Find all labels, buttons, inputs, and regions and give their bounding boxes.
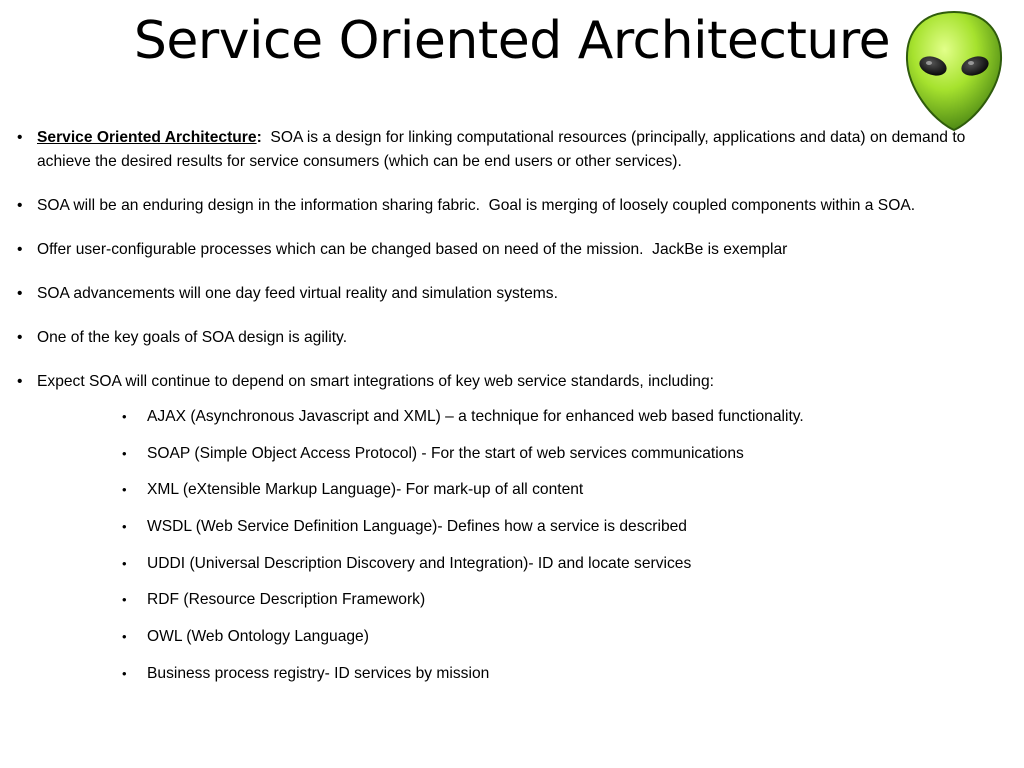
bullet-marker: • bbox=[17, 373, 23, 390]
bullet-marker: • bbox=[17, 129, 23, 146]
sub-bullet-xml bbox=[0, 478, 1024, 502]
sub-bullet-ajax bbox=[0, 405, 1024, 429]
sub-bullet-text: SOAP (Simple Object Access Protocol) - For the start of web services communications bbox=[147, 444, 744, 462]
bullet-agility bbox=[0, 326, 1024, 350]
bullet-standards bbox=[0, 370, 1024, 394]
alien-head-icon bbox=[902, 8, 1006, 134]
slide-title: Service Oriented Architecture bbox=[133, 11, 891, 71]
slide-body bbox=[0, 126, 1024, 699]
bullet-text: SOA is a design for linking computational resources (principally, applications and data) on demand to achieve the desired results for service consumers (which can be end users or other services). bbox=[37, 129, 970, 170]
bullet-marker: • bbox=[17, 241, 23, 258]
bullet-text: Offer user-configurable processes which can be changed based on need of the mission. JackBe is exemplar bbox=[37, 241, 788, 258]
bullet-text: SOA will be an enduring design in the information sharing fabric. Goal is merging of loosely coupled components within a SOA. bbox=[37, 197, 916, 214]
sub-bullet-marker: • bbox=[122, 445, 127, 461]
bullet-marker: • bbox=[17, 197, 23, 214]
bullet-text: Expect SOA will continue to depend on smart integrations of key web service standards, including: bbox=[37, 373, 714, 390]
sub-bullet-text: XML (eXtensible Markup Language)- For mark-up of all content bbox=[147, 481, 584, 499]
sub-bullet-marker: • bbox=[122, 482, 127, 498]
sub-bullet-owl bbox=[0, 625, 1024, 649]
sub-bullet-text: WSDL (Web Service Definition Language)- Defines how a service is described bbox=[147, 518, 687, 536]
bullet-soa-definition bbox=[0, 126, 1024, 174]
sub-bullet-marker: • bbox=[122, 629, 127, 645]
sub-bullet-text: AJAX (Asynchronous Javascript and XML) – a technique for enhanced web based functionality. bbox=[147, 408, 804, 425]
sub-bullet-marker: • bbox=[122, 555, 127, 571]
bullet-marker: • bbox=[17, 285, 23, 302]
sub-bullet-marker: • bbox=[122, 592, 127, 608]
sub-bullet-soap bbox=[0, 442, 1024, 466]
bullet-lead-colon: : bbox=[256, 129, 262, 146]
sub-bullet-text: RDF (Resource Description Framework) bbox=[147, 591, 426, 609]
bullet-enduring-design bbox=[0, 194, 1024, 218]
sub-bullet-rdf bbox=[0, 588, 1024, 612]
sub-bullet-text: UDDI (Universal Description Discovery and Integration)- ID and locate services bbox=[147, 554, 692, 572]
sub-bullet-wsdl bbox=[0, 515, 1024, 539]
standards-sub-list bbox=[0, 405, 1024, 686]
sub-bullet-text: Business process registry- ID services by mission bbox=[147, 664, 490, 682]
sub-bullet-marker: • bbox=[122, 519, 127, 535]
sub-bullet-uddi bbox=[0, 552, 1024, 576]
bullet-marker: • bbox=[17, 329, 23, 346]
sub-bullet-business-registry bbox=[0, 662, 1024, 686]
sub-bullet-marker: • bbox=[122, 665, 127, 681]
bullet-user-configurable bbox=[0, 238, 1024, 262]
bullet-list bbox=[0, 126, 1024, 394]
sub-bullet-marker: • bbox=[122, 409, 127, 424]
bullet-lead-term: Service Oriented Architecture bbox=[37, 129, 257, 146]
bullet-text: SOA advancements will one day feed virtual reality and simulation systems. bbox=[37, 285, 558, 302]
bullet-advancements bbox=[0, 282, 1024, 306]
sub-bullet-text: OWL (Web Ontology Language) bbox=[147, 628, 369, 646]
bullet-text: One of the key goals of SOA design is agility. bbox=[37, 329, 348, 346]
